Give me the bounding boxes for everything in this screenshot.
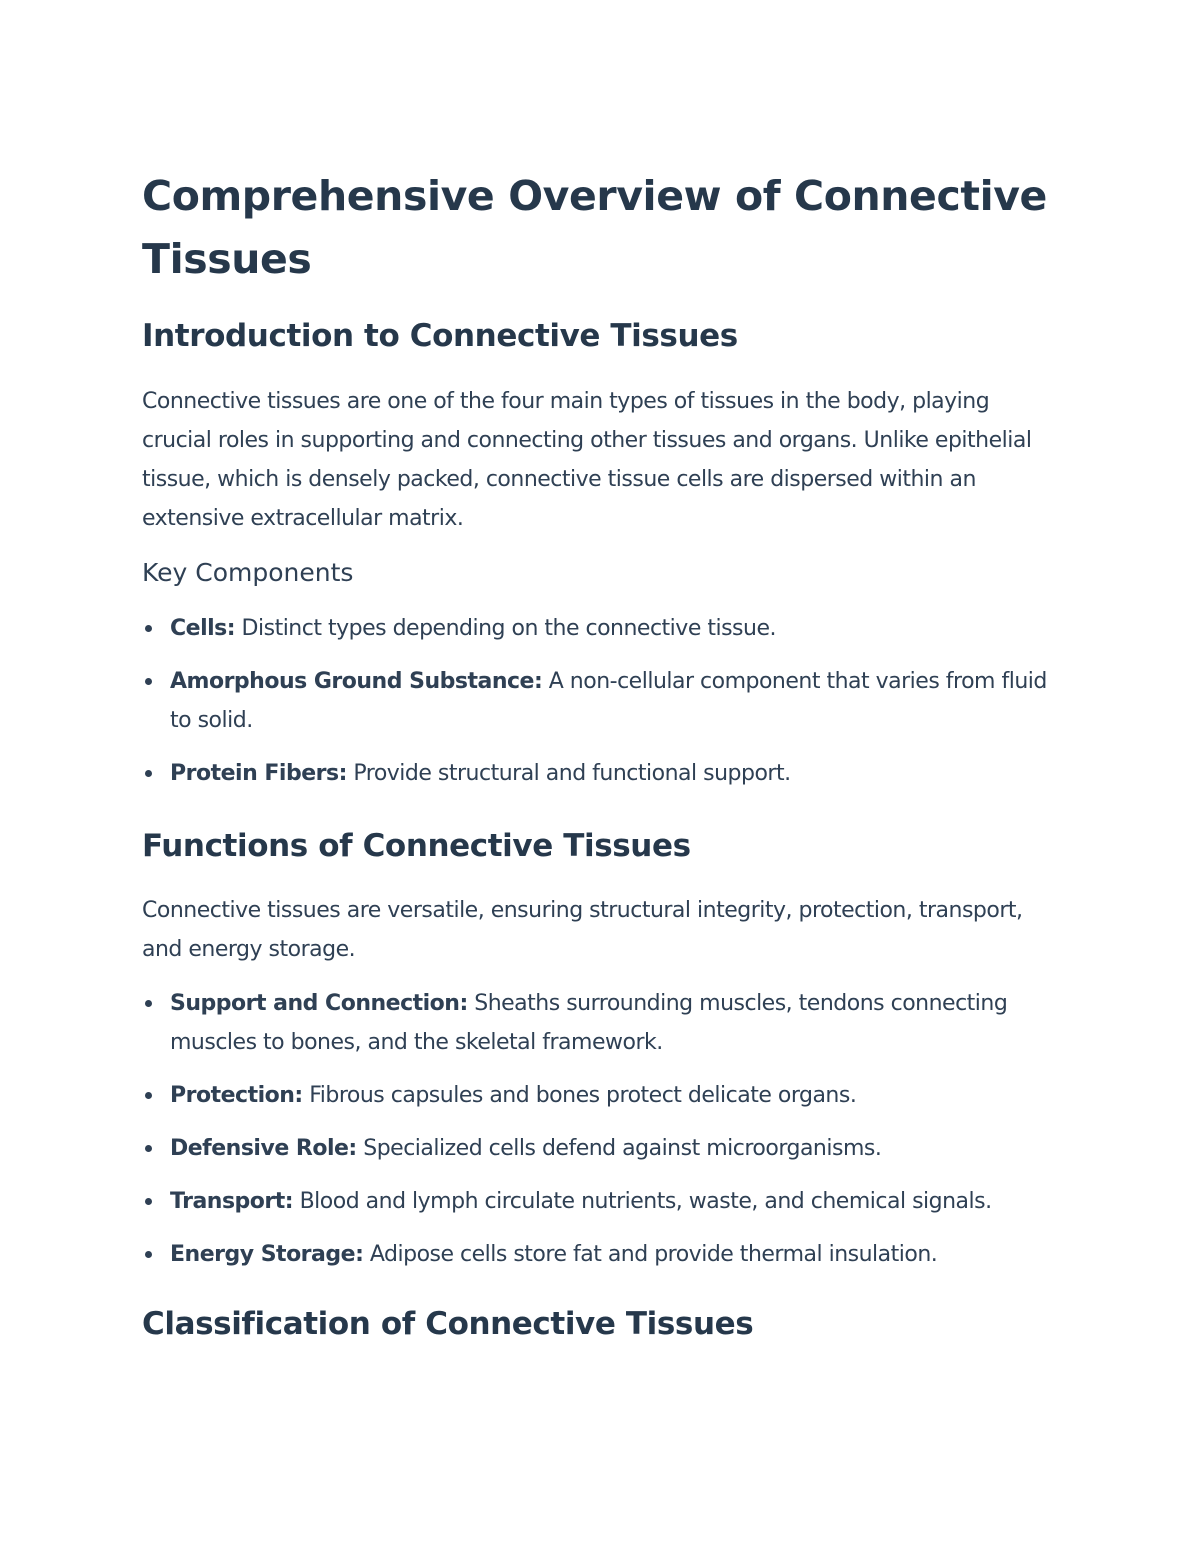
term-colon: : bbox=[226, 616, 236, 641]
term-colon: : bbox=[533, 669, 543, 694]
list-item-term: Protection bbox=[170, 1083, 295, 1108]
term-colon: : bbox=[348, 1136, 357, 1161]
term-colon: : bbox=[338, 761, 347, 786]
bullet-icon bbox=[145, 678, 152, 685]
document-page bbox=[142, 165, 1062, 1344]
list-item-text: Distinct types depending on the connective tissue. bbox=[235, 616, 776, 641]
bullet-icon bbox=[145, 1198, 152, 1205]
page-title: Comprehensive Overview of Connective Tissues bbox=[142, 172, 1047, 283]
bullet-icon bbox=[145, 1251, 152, 1258]
bullet-icon bbox=[145, 1000, 152, 1007]
list-item bbox=[142, 662, 1062, 740]
list-item bbox=[142, 1076, 1062, 1115]
list-item bbox=[142, 609, 1062, 648]
list-item-text: Sheaths surrounding muscles, tendons connecting muscles to bones, and the skeletal framework. bbox=[170, 991, 1008, 1055]
functions-paragraph: Connective tissues are versatile, ensuring structural integrity, protection, transport, and energy storage. bbox=[142, 898, 1023, 962]
list-item-term: Transport bbox=[170, 1189, 285, 1214]
functions-list bbox=[142, 984, 1062, 1274]
key-components-list bbox=[142, 609, 1062, 793]
list-item-term: Amorphous Ground Substance bbox=[170, 669, 534, 694]
list-item-text: Adipose cells store fat and provide thermal insulation. bbox=[363, 1242, 938, 1267]
list-item-term: Protein Fibers bbox=[170, 761, 339, 786]
list-item bbox=[142, 1129, 1062, 1168]
term-colon: : bbox=[284, 1189, 294, 1214]
list-item-text: Specialized cells defend against microorganisms. bbox=[356, 1136, 882, 1161]
list-item bbox=[142, 984, 1062, 1062]
list-item-text: Blood and lymph circulate nutrients, waste, and chemical signals. bbox=[293, 1189, 992, 1214]
term-colon: : bbox=[459, 991, 468, 1016]
list-item bbox=[142, 1235, 1062, 1274]
bullet-icon bbox=[145, 625, 152, 632]
bullet-icon bbox=[145, 770, 152, 777]
bullet-icon bbox=[145, 1092, 152, 1099]
section-heading-classification: Classification of Connective Tissues bbox=[142, 1306, 754, 1342]
list-item-term: Support and Connection bbox=[170, 991, 460, 1016]
term-colon: : bbox=[355, 1242, 364, 1267]
list-item bbox=[142, 1182, 1062, 1221]
introduction-paragraph: Connective tissues are one of the four main types of tissues in the body, playing crucial roles in supporting and connecting other tissues and organs. Unlike epithelial tissue, which is densely packed, connective tissue cells are dispersed within an extensive extracellular matrix. bbox=[142, 389, 1032, 531]
subheading-key-components: Key Components bbox=[142, 558, 354, 587]
list-item-term: Defensive Role bbox=[170, 1136, 349, 1161]
list-item-term: Energy Storage bbox=[170, 1242, 356, 1267]
list-item-text: Provide structural and functional support. bbox=[346, 761, 791, 786]
list-item-term: Cells bbox=[170, 616, 227, 641]
list-item bbox=[142, 754, 1062, 793]
section-heading-introduction: Introduction to Connective Tissues bbox=[142, 318, 738, 354]
list-item-text: Fibrous capsules and bones protect delicate organs. bbox=[302, 1083, 857, 1108]
term-colon: : bbox=[294, 1083, 303, 1108]
list-item-text: A non-cellular component that varies from fluid to solid. bbox=[170, 669, 1047, 733]
section-heading-functions: Functions of Connective Tissues bbox=[142, 828, 691, 864]
bullet-icon bbox=[145, 1145, 152, 1152]
